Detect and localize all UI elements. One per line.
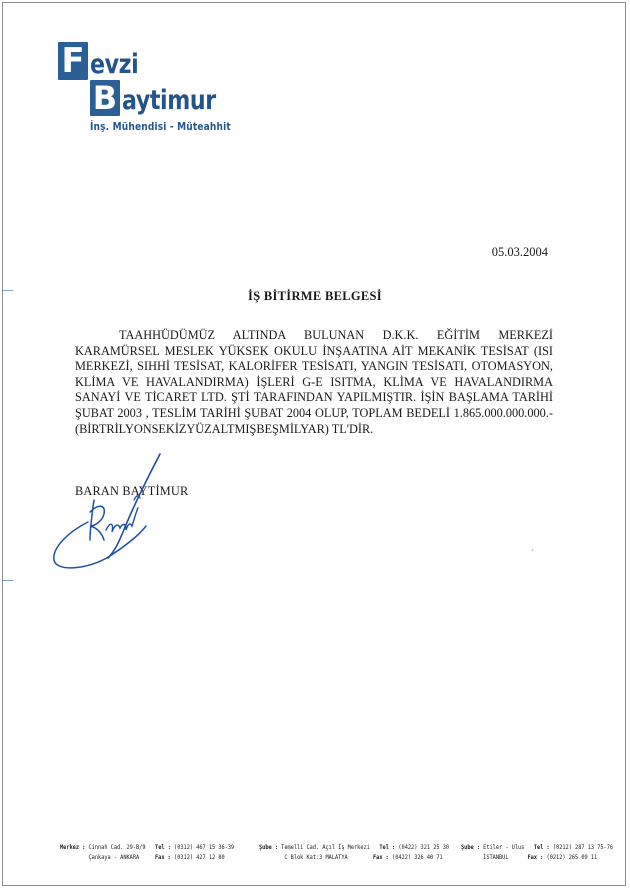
footer-address-line: Etiler - Ulus bbox=[483, 844, 525, 851]
footer-tel-label: Tel : bbox=[155, 844, 171, 851]
signatory-name: BARAN BAYTİMUR bbox=[75, 484, 189, 498]
footer-fax-label: Fax : bbox=[527, 853, 544, 861]
footer-tel-label: Tel : bbox=[533, 844, 550, 851]
document-date: 05.03.2004 bbox=[491, 245, 548, 259]
footer-office-label: Şube : bbox=[461, 844, 481, 851]
footer-address-line: Çankaya - ANKARA bbox=[88, 853, 140, 861]
paper-speck: ¸ bbox=[531, 541, 534, 551]
logo-line-last-name bbox=[90, 80, 236, 116]
footer-fax: (0212) 265 09 11 bbox=[546, 853, 598, 861]
footer-fax-label: Fax : bbox=[373, 853, 389, 861]
footer-tel: (0212) 287 13 75-76 bbox=[552, 844, 614, 851]
footer-address-line: Cinnah Cad. 29-B/9 bbox=[88, 844, 146, 851]
body-paragraph: TAAHHÜDÜMÜZ ALTINDA BULUNAN D.K.K. EĞİTİM MERKEZİ KARAMÜRSEL MESLEK YÜKSEK OKULU İNŞAATINA AİT MEKANİK TESİSAT (ISI MERKEZİ, SIHHİ TESİSAT, KALORİFER TESİSATI, YANGIN TESİSATI, OTOMASYON, KLİMA VE HAVALANDIRMA) İŞLERİ G-E ISITMA, KLİMA VE HAVALANDIRMA SANAYİ VE TİCARET LTD. ŞTİ TARAFINDAN YAPILMIŞTIR. İŞİN BAŞLAMA TARİHİ ŞUBAT 2003 , TESLİM TARİHİ ŞUBAT 2004 OLUP, TOPLAM BEDELİ 1.865.000.000.000.- (BİRTRİLYONSEKİZYÜZALTMIŞBEŞMİLYAR) TL'DİR. bbox=[75, 328, 553, 436]
footer-tel-label: Tel : bbox=[379, 844, 396, 851]
footer-fax: (0422) 326 40 71 bbox=[392, 853, 443, 861]
fold-mark bbox=[3, 580, 13, 581]
footer-office-headquarters bbox=[60, 843, 234, 862]
footer-office-istanbul bbox=[461, 843, 613, 862]
footer-office-label: Merkez : bbox=[60, 844, 86, 851]
logo-word: evzi bbox=[90, 49, 139, 80]
footer-office-label: Şube : bbox=[259, 844, 279, 851]
logo-letter-box: B bbox=[90, 80, 120, 116]
document-body bbox=[75, 328, 553, 437]
footer-tel: (0312) 467 15 36-39 bbox=[174, 844, 235, 851]
logo-line-first-name bbox=[58, 42, 149, 80]
footer-fax-label: Fax : bbox=[155, 853, 171, 861]
handwritten-signature bbox=[48, 452, 178, 574]
footer-address-line: İSTANBUL bbox=[483, 853, 509, 861]
footer-fax: (0312) 427 12 80 bbox=[174, 853, 225, 861]
document-title: İŞ BİTİRME BELGESİ bbox=[248, 289, 382, 303]
letterhead-footer bbox=[0, 839, 630, 869]
logo-letter-box: F bbox=[58, 42, 88, 80]
footer-tel: (0422) 321 25 30 bbox=[398, 844, 450, 851]
footer-address-line: Temelli Cad. Açıl İş Merkezi bbox=[281, 844, 370, 851]
logo-word: aytimur bbox=[122, 85, 216, 116]
company-logo bbox=[58, 41, 231, 142]
footer-office-malatya bbox=[259, 843, 449, 862]
logo-subtitle: İnş. Mühendisi - Müteahhit bbox=[90, 121, 231, 133]
footer-address-line: C Blok Kat:3 MALATYA bbox=[284, 853, 348, 861]
